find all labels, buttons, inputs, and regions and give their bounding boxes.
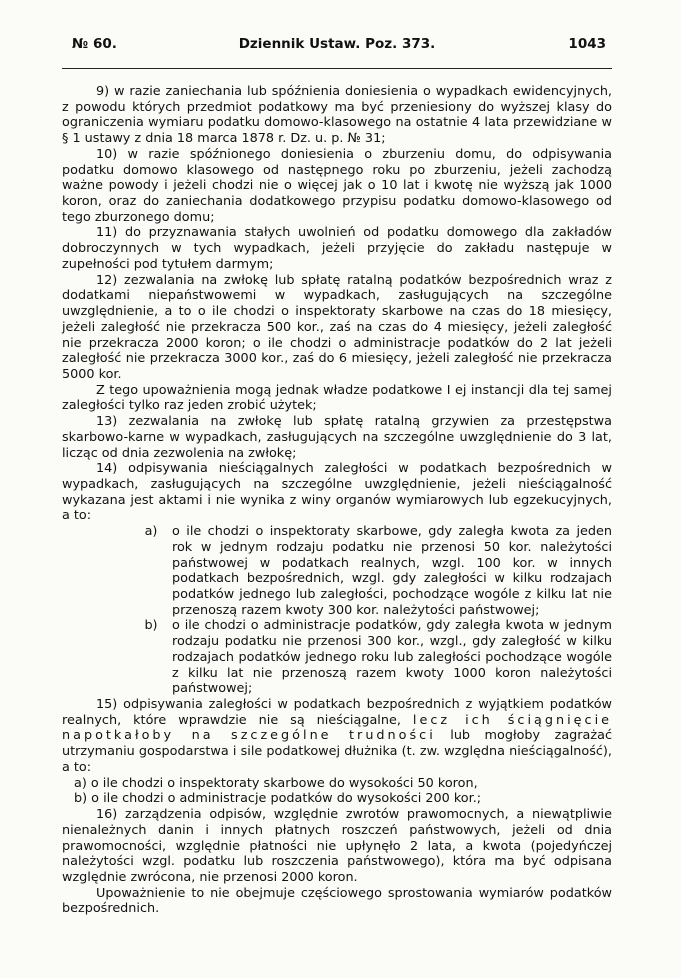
paragraph-11: 11) do przyznawania stałych uwolnień od podatku domowego dla zakładów dobroczynnych w tych wypadkach, jeżeli przyjęcie do zakładu następuje w zupełności pod tytułem darmym; bbox=[62, 225, 612, 272]
paragraph-15-item-a: a) o ile chodzi o inspektoraty skarbowe do wysokości 50 koron, bbox=[74, 775, 478, 791]
paragraph-12-note: Z tego upoważnienia mogą jednak władze podatkowe I ej instancji dla tej samej zaległości tylko raz jeden zrobić użytek; bbox=[62, 382, 612, 414]
header-rule bbox=[62, 68, 612, 69]
paragraph-13: 13) zezwalania na zwłokę lub spłatę ratalną grzywien za przestępstwa skarbowo-karne w wypadkach, zasługujących na szczególne uwzględnienie do 3 lat, licząc od dnia zezwolenia na zwłokę; bbox=[62, 414, 612, 461]
paragraph-16: 16) zarządzenia odpisów, względnie zwrotów prawomocnych, a niewątpliwie nienależnych danin i innych płatnych roszczeń państwowych, jeżeli od dnia prawomocności, względnie płatności nie upłynęło 2 lata, a kwota (pojedyńczej należytości wzgl. podatku lub roszczenia państwowego), która ma być odpisana względnie zwrócona, nie przenosi 2000 koron. bbox=[62, 807, 612, 885]
paragraph-10: 10) w razie spóźnionego doniesienia o zburzeniu domu, do odpisywania podatku domowo klasowego od następnego roku po zburzeniu, jeżeli zachodzą ważne powody i jeżeli chodzi nie o więcej jak o 10 lat i kwotę nie wyższą jak 1000 koron, oraz do zaniechania dodatkowego przypisu podatku domowo-klasowego od tego zburzonego domu; bbox=[62, 146, 612, 225]
page-header bbox=[62, 36, 612, 56]
paragraph-14-item-b bbox=[130, 618, 612, 697]
paragraph-14-item-a bbox=[130, 524, 612, 618]
paragraph-closing: Upoważnienie to nie obejmuje częściowego sprostowania wymiarów podatków bezpośrednich. bbox=[62, 885, 612, 917]
item-label: a) bbox=[144, 524, 158, 540]
document-body bbox=[62, 84, 612, 917]
paragraph-15-spaced: lecz ich ściągnięcie napotkałoby na szczególne trudności bbox=[62, 712, 612, 744]
page-number: 1043 bbox=[568, 36, 606, 52]
paragraph-15 bbox=[62, 697, 612, 776]
item-text: o ile chodzi o inspektoraty skarbowe, gdy zaległa kwota za jeden rok w jednym rodzaju podatku nie przenosi 50 kor. należytości państwowej w podatkach realnych, wzgl. 100 kor. w innych podatkach bezpośrednich, wzgl. gdy zaległości w kilku rodzajach podatków jednego lub zaległości, pochodzące wogóle z kilku lat nie przenoszą razem kwoty 300 kor. należytości państwowej; bbox=[172, 524, 612, 618]
paragraph-9: 9) w razie zaniechania lub spóźnienia doniesienia o wypadkach ewidencyjnych, z powodu których przedmiot podatkowy ma być przeniesiony do wyższej klasy do ograniczenia wymiaru podatku domowo-klasowego na ostatnie 4 lata przewidziane w § 1 ustawy z dnia 18 marca 1878 r. Dz. u. p. № 31; bbox=[62, 84, 612, 147]
paragraph-12: 12) zezwalania na zwłokę lub spłatę ratalną podatków bezpośrednich wraz z dodatkami niepaństwowemi w wypadkach, zasługujących na szczególne uwzględnienie, a to o ile chodzi o inspektoraty skarbowe na czas do 18 miesięcy, jeżeli zaległość nie przekracza 500 kor., zaś na czas do 4 miesięcy, jeżeli zaległość nie przekracza 2000 koron; o ile chodzi o administracje podatków do 2 lat jeżeli zaległość nie przekracza 3000 kor., zaś do 6 miesięcy, jeżeli zaległość nie przekracza 5000 kor. bbox=[62, 272, 612, 382]
issue-number: № 60. bbox=[72, 36, 117, 52]
paragraph-15-item-b: b) o ile chodzi o administracje podatków do wysokości 200 kor.; bbox=[74, 791, 482, 807]
journal-title: Dziennik Ustaw. Poz. 373. bbox=[238, 36, 436, 52]
paragraph-14: 14) odpisywania nieściągalnych zaległości w podatkach bezpośrednich w wypadkach, zasługujących na szczególne uwzględnienie, jeżeli nieściągalność wykazana jest aktami i nie wynika z winy organów wymiarowych lub egzekucyjnych, a to: bbox=[62, 461, 612, 524]
item-text: o ile chodzi o administracje podatków, gdy zaległa kwota w jednym rodzaju podatku nie przenosi 300 kor., wzgl., gdy zaległość w kilku rodzajach podatków jednego roku lub zaległości pochodzące wogóle z kilku lat nie przenoszą razem kwoty 1000 koron należytości państwowej; bbox=[172, 618, 612, 697]
item-label: b) bbox=[144, 618, 158, 634]
paragraph-15-start: 15) odpisywania zaległości w podatkach bezpośrednich z wyjątkiem podatków realnych, które wprawdzie nie są nieściągalne, bbox=[62, 697, 612, 728]
paragraph-15-end: lub mogłoby zagrażać utrzymaniu gospodarstwa i sile podatkowej dłużnika (t. zw. względna nieściągalność), a to: bbox=[62, 728, 612, 775]
paragraph-15-items bbox=[62, 776, 612, 807]
